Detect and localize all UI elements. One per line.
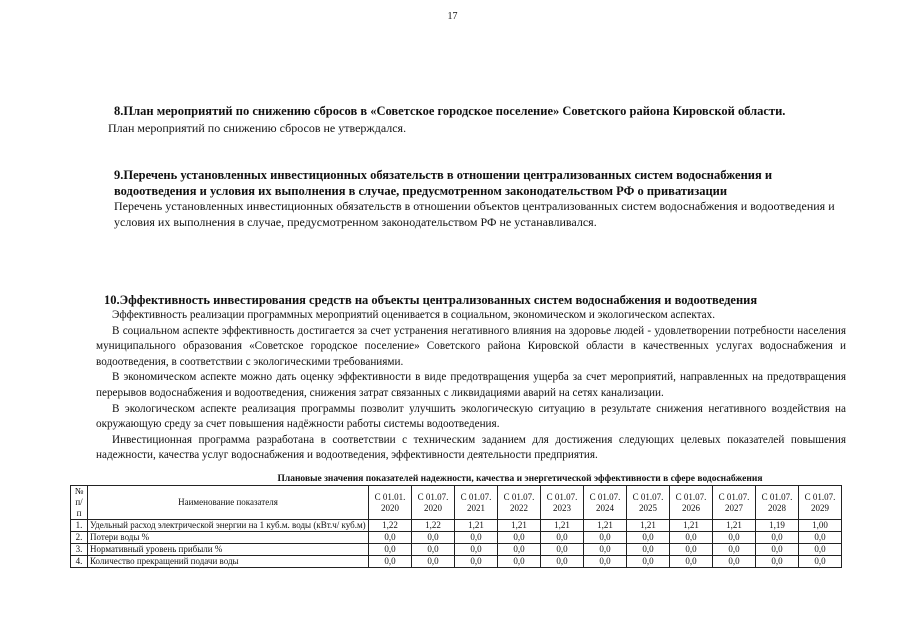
row-value: 0,0 (627, 544, 670, 556)
row-value: 0,0 (584, 544, 627, 556)
row-value: 0,0 (756, 544, 799, 556)
row-value: 0,0 (455, 532, 498, 544)
row-value: 1,21 (498, 520, 541, 532)
row-value: 1,21 (584, 520, 627, 532)
row-value: 0,0 (541, 532, 584, 544)
row-name: Нормативный уровень прибыли % (88, 544, 369, 556)
section-10-paragraph: Эффективность реализации программных мероприятий оценивается в социальном, экономическом и экологическом аспектах. (112, 309, 716, 321)
row-value: 0,0 (412, 544, 455, 556)
table-row (71, 520, 842, 532)
section-9-text: Перечень установленных инвестиционных обязательств в отношении объектов централизованных систем водоснабжения и водоотведения и условия их выполнения в случае, предусмотренном законодательством РФ не устанавливался. (114, 199, 835, 229)
header-period: С 01.07. 2029 (799, 486, 842, 520)
row-name: Количество прекращений подачи воды (88, 556, 369, 568)
header-period: С 01.07. 2021 (455, 486, 498, 520)
header-number: № п/п (71, 486, 88, 520)
section-8 (108, 103, 848, 137)
row-value: 0,0 (369, 556, 412, 568)
section-10-paragraph: В социальном аспекте эффективность достигается за счет устранения негативного влияния на здоровье людей - удовлетворении потребности населения муниципального образования «Советское городское поселение» Советского района Кировской области в качественных услугах водоснабжения и водоотведения, в соответствии с экологическими требованиями. (96, 324, 846, 368)
row-value: 1,21 (627, 520, 670, 532)
row-value: 0,0 (670, 532, 713, 544)
section-9 (108, 167, 848, 230)
section-8-text: План мероприятий по снижению сбросов не утверждался. (108, 121, 407, 135)
row-value: 0,0 (799, 544, 842, 556)
row-name: Потери воды % (88, 532, 369, 544)
header-period: С 01.07. 2025 (627, 486, 670, 520)
row-value: 0,0 (541, 556, 584, 568)
row-value: 1,21 (713, 520, 756, 532)
header-period: С 01.07. 2023 (541, 486, 584, 520)
row-value: 0,0 (627, 532, 670, 544)
row-value: 0,0 (455, 544, 498, 556)
section-9-heading: 9.Перечень установленных инвестиционных обязательств в отношении централизованных систем водоснабжения и водоотведения и условия их выполнения в случае, предусмотренном законодательством РФ о приватизации (114, 168, 773, 198)
header-period: С 01.07. 2028 (756, 486, 799, 520)
header-period: С 01.01. 2020 (369, 486, 412, 520)
row-value: 0,0 (498, 532, 541, 544)
row-value: 0,0 (799, 556, 842, 568)
section-10-paragraph: В экономическом аспекте можно дать оценку эффективности в виде предотвращения ущерба за счет мероприятий, направленных на предотвращения перерывов водоснабжения и водоотведения, снижения затрат связанных с ликвидациями аварий на сетях канализации. (96, 371, 846, 399)
row-value: 0,0 (541, 544, 584, 556)
header-period: С 01.07. 2026 (670, 486, 713, 520)
section-8-heading: 8.План мероприятий по снижению сбросов в «Советское городское поселение» Советского района Кировской области. (114, 104, 786, 118)
row-value: 0,0 (584, 532, 627, 544)
row-value: 0,0 (369, 532, 412, 544)
row-value: 1,22 (412, 520, 455, 532)
table-row (71, 556, 842, 568)
section-10-paragraph: Инвестиционная программа разработана в соответствии с техническим заданием для достижения следующих целевых показателей повышения надежности, качества услуг водоснабжения и водоотведения, эффективности деятельности предприятия. (96, 433, 846, 462)
row-value: 0,0 (412, 556, 455, 568)
row-number: 1. (71, 520, 88, 532)
row-value: 0,0 (369, 544, 412, 556)
row-number: 3. (71, 544, 88, 556)
table-row (71, 544, 842, 556)
row-value: 0,0 (498, 544, 541, 556)
page-number: 17 (447, 11, 458, 22)
row-value: 0,0 (627, 556, 670, 568)
row-value: 0,0 (713, 544, 756, 556)
row-name: Удельный расход электрической энергии на 1 куб.м. воды (кВт.ч/ куб.м) (88, 520, 369, 532)
section-10-paragraph: В экологическом аспекте реализация программы позволит улучшить экологическую ситуацию в результате снижения негативного воздействия на окружающую среду за счет повышения надёжности работы системы водоотведения. (96, 402, 846, 431)
row-value: 0,0 (670, 544, 713, 556)
row-value: 0,0 (756, 532, 799, 544)
table-header-row (71, 486, 842, 520)
row-value: 0,0 (713, 556, 756, 568)
header-period: С 01.07. 2027 (713, 486, 756, 520)
indicators-table-block (70, 473, 850, 568)
header-period: С 01.07. 2022 (498, 486, 541, 520)
row-value: 0,0 (713, 532, 756, 544)
row-value: 1,21 (455, 520, 498, 532)
row-value: 0,0 (799, 532, 842, 544)
header-name: Наименование показателя (88, 486, 369, 520)
header-period: С 01.07. 2024 (584, 486, 627, 520)
row-value: 0,0 (670, 556, 713, 568)
row-value: 0,0 (756, 556, 799, 568)
indicators-table (70, 485, 842, 568)
row-number: 2. (71, 532, 88, 544)
table-row (71, 532, 842, 544)
row-value: 0,0 (584, 556, 627, 568)
row-value: 1,22 (369, 520, 412, 532)
row-value: 1,21 (541, 520, 584, 532)
section-10 (96, 292, 846, 464)
header-period: С 01.07. 2020 (412, 486, 455, 520)
row-value: 1,19 (756, 520, 799, 532)
row-value: 0,0 (498, 556, 541, 568)
section-10-heading: 10.Эффективность инвестирования средств на объекты централизованных систем водоснабжения и водоотведения (104, 293, 758, 307)
row-value: 1,00 (799, 520, 842, 532)
row-value: 1,21 (670, 520, 713, 532)
row-value: 0,0 (455, 556, 498, 568)
table-caption: Плановые значения показателей надежности, качества и энергетической эффективности в сфере водоснабжения (277, 474, 763, 484)
row-value: 0,0 (412, 532, 455, 544)
row-number: 4. (71, 556, 88, 568)
